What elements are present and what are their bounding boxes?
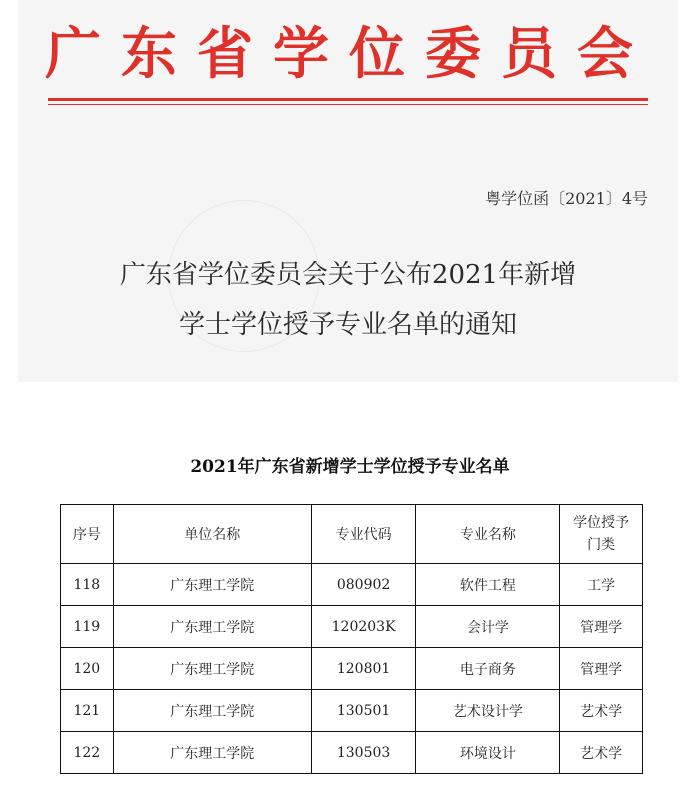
header-major-name: 专业名称 <box>416 505 560 564</box>
letterhead-red-rule <box>48 98 648 101</box>
cell-major-code: 130503 <box>311 732 415 774</box>
table-row <box>61 564 643 606</box>
cell-major-name: 软件工程 <box>416 564 560 606</box>
notice-title <box>18 250 678 350</box>
cell-unit-name: 广东理工学院 <box>113 732 311 774</box>
cell-seq: 118 <box>61 564 114 606</box>
cell-major-name: 会计学 <box>416 606 560 648</box>
header-degree-category-text: 学位授予门类 <box>573 515 630 553</box>
table-row <box>61 606 643 648</box>
cell-unit-name: 广东理工学院 <box>113 564 311 606</box>
cell-degree-category: 管理学 <box>560 606 643 648</box>
cell-major-code: 120203K <box>311 606 415 648</box>
cell-seq: 120 <box>61 648 114 690</box>
cell-unit-name: 广东理工学院 <box>113 606 311 648</box>
document-number: 粤学位函〔2021〕4号 <box>485 189 648 208</box>
major-list-table <box>60 504 643 774</box>
cell-seq: 122 <box>61 732 114 774</box>
cell-major-name: 电子商务 <box>416 648 560 690</box>
cell-degree-category: 管理学 <box>560 648 643 690</box>
cell-major-code: 130501 <box>311 690 415 732</box>
cell-degree-category: 艺术学 <box>560 690 643 732</box>
header-major-code: 专业代码 <box>311 505 415 564</box>
table-row <box>61 690 643 732</box>
cell-major-name: 环境设计 <box>416 732 560 774</box>
header-seq: 序号 <box>61 505 114 564</box>
table-title: 2021年广东省新增学士学位授予专业名单 <box>190 457 510 477</box>
table-row <box>61 732 643 774</box>
official-letter <box>18 0 678 382</box>
table-row <box>61 648 643 690</box>
header-degree-category <box>560 505 643 564</box>
notice-title-line-1: 广东省学位委员会关于公布2021年新增 <box>119 260 577 290</box>
cell-major-code: 080902 <box>311 564 415 606</box>
cell-major-code: 120801 <box>311 648 415 690</box>
cell-major-name: 艺术设计学 <box>416 690 560 732</box>
table-header-row <box>61 505 643 564</box>
cell-seq: 121 <box>61 690 114 732</box>
letterhead-red-rule-thin <box>48 104 648 105</box>
cell-seq: 119 <box>61 606 114 648</box>
notice-title-line-2: 学士学位授予专业名单的通知 <box>178 310 517 340</box>
cell-degree-category: 工学 <box>560 564 643 606</box>
cell-unit-name: 广东理工学院 <box>113 648 311 690</box>
header-unit-name: 单位名称 <box>113 505 311 564</box>
cell-unit-name: 广东理工学院 <box>113 690 311 732</box>
letterhead-organization: 广东省学位委员会 <box>45 21 653 87</box>
cell-degree-category: 艺术学 <box>560 732 643 774</box>
